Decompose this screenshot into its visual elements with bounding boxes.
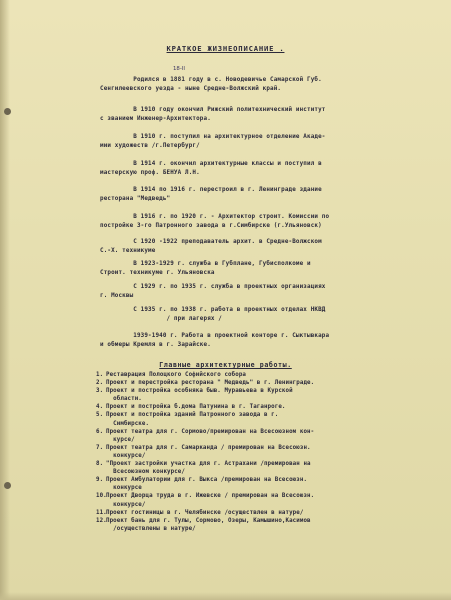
bio-paragraph-7: С 1920 -1922 преподаватель архит. в Средне-Волжском С.-Х. техникуме: [100, 239, 322, 254]
work-text: Реставрация Полоцкого Софийского собора: [106, 372, 247, 378]
work-text: Проект и постройка б.дома Патунина в г. Таганроге.: [106, 404, 286, 411]
work-item: [96, 428, 441, 444]
document-title: КРАТКОЕ ЖИЗНЕОПИСАНИЕ .: [166, 44, 285, 53]
handwritten-note: 18-II: [173, 66, 185, 72]
page-left-shadow: [0, 0, 10, 600]
bio-paragraph-10: С 1935 г. по 1938 г. работа в проектных отделах НКВД / при лагерях /: [133, 307, 326, 322]
bio-paragraph-9: С 1929 г. по 1935 г. служба в проектных организациях г. Москвы: [100, 284, 326, 299]
work-item: [96, 509, 441, 517]
work-number: 6.: [96, 428, 104, 435]
page-bottom-shadow: [0, 592, 451, 600]
work-number: 5.: [96, 412, 104, 419]
work-text: Проект Дворца труда в г. Ижевске / премирован на Всесоюзн. конкурсе/: [106, 493, 315, 508]
work-text: Проект Амбулатории для г. Выкса /премирован на Всесоюзн. конкурсе: [106, 477, 308, 492]
work-item: [96, 476, 441, 492]
work-item: [96, 411, 441, 427]
work-number: 12.: [96, 517, 107, 524]
work-item: [96, 492, 441, 508]
work-number: 10.: [96, 493, 107, 500]
work-number: 4.: [96, 404, 104, 411]
works-list: [96, 371, 441, 533]
work-text: Проект гостиницы в г. Челябинске /осуществлен в натуре/: [106, 509, 304, 516]
bio-paragraph-1: Родился в 1881 году в с. Новодевичье Самарской Губ. Сенгилеевского уезда - ныне Средне-Волжский край.: [100, 77, 322, 92]
work-number: 3.: [96, 388, 104, 395]
binder-hole: [4, 108, 11, 115]
work-number: 8.: [96, 461, 104, 468]
work-text: Проект бань для г. Тулы, Сормово, Озеры, Камышино,Касимов /осуществлены в натуре/: [106, 517, 311, 532]
work-text: Проект театра для г. Самарканда / премирован на Всесоюзн. конкурсе/: [106, 444, 311, 459]
work-text: Проект театра для г. Сормово/премирован на Всесоюзном кон- курсе/: [106, 428, 315, 443]
works-heading: Главные архитектурные работы.: [159, 361, 292, 369]
work-text: "Проект застройки участка для г. Астрахани /премирован на Всесоюзном конкурсе/: [106, 461, 311, 476]
work-item: [96, 460, 441, 476]
work-text: Проект и постройка особняка быв. Муравьева в Курской области.: [106, 388, 293, 403]
bio-paragraph-6: В 1916 г. по 1920 г. - Архитектор строит. Комиссии по постройке 3-го Патронного завода в г.Симбирске (г.Ульяновск): [100, 214, 330, 229]
bio-paragraph-8: В 1923-1929 г. служба в Губплане, Губисполкоме и Строит. техникуме г. Ульяновска: [100, 261, 311, 276]
bio-paragraph-2: В 1910 году окончил Рижский политехнический институт с званием Инженер-Архитектора.: [100, 107, 326, 122]
work-number: 9.: [96, 477, 104, 484]
work-number: 11.: [96, 509, 107, 516]
binder-hole: [4, 482, 11, 489]
bio-paragraph-4: В 1914 г. окончил архитектурные классы и поступил в мастерскую проф. БЕНУА Л.Н.: [100, 161, 322, 176]
work-item: [96, 379, 441, 387]
work-item: [96, 444, 441, 460]
work-number: 7.: [96, 444, 104, 451]
work-item: [96, 387, 441, 403]
bio-paragraph-3: В 1910 г. поступил на архитектурное отделение Акаде- мии художеств /г.Петербург/: [100, 134, 326, 149]
work-item: [96, 403, 441, 411]
work-item: [96, 517, 441, 533]
work-text: Проект и перестройка ресторана " Медведь" в г. Ленинграде.: [106, 380, 315, 387]
bio-paragraph-11: 1939-1940 г. Работа в проектной конторе г. Сыктывкара и обмеры Кремля в г. Зарайске.: [100, 333, 330, 348]
work-text: Проект и постройка зданий Патронного завода в г. Симбирске.: [106, 412, 279, 427]
work-number: 2.: [96, 380, 104, 387]
work-item: [96, 371, 441, 379]
bio-paragraph-5: В 1914 по 1916 г. перестроил в г. Ленинграде здание ресторана "Медведь": [100, 187, 322, 202]
work-number: 1.: [96, 372, 104, 378]
